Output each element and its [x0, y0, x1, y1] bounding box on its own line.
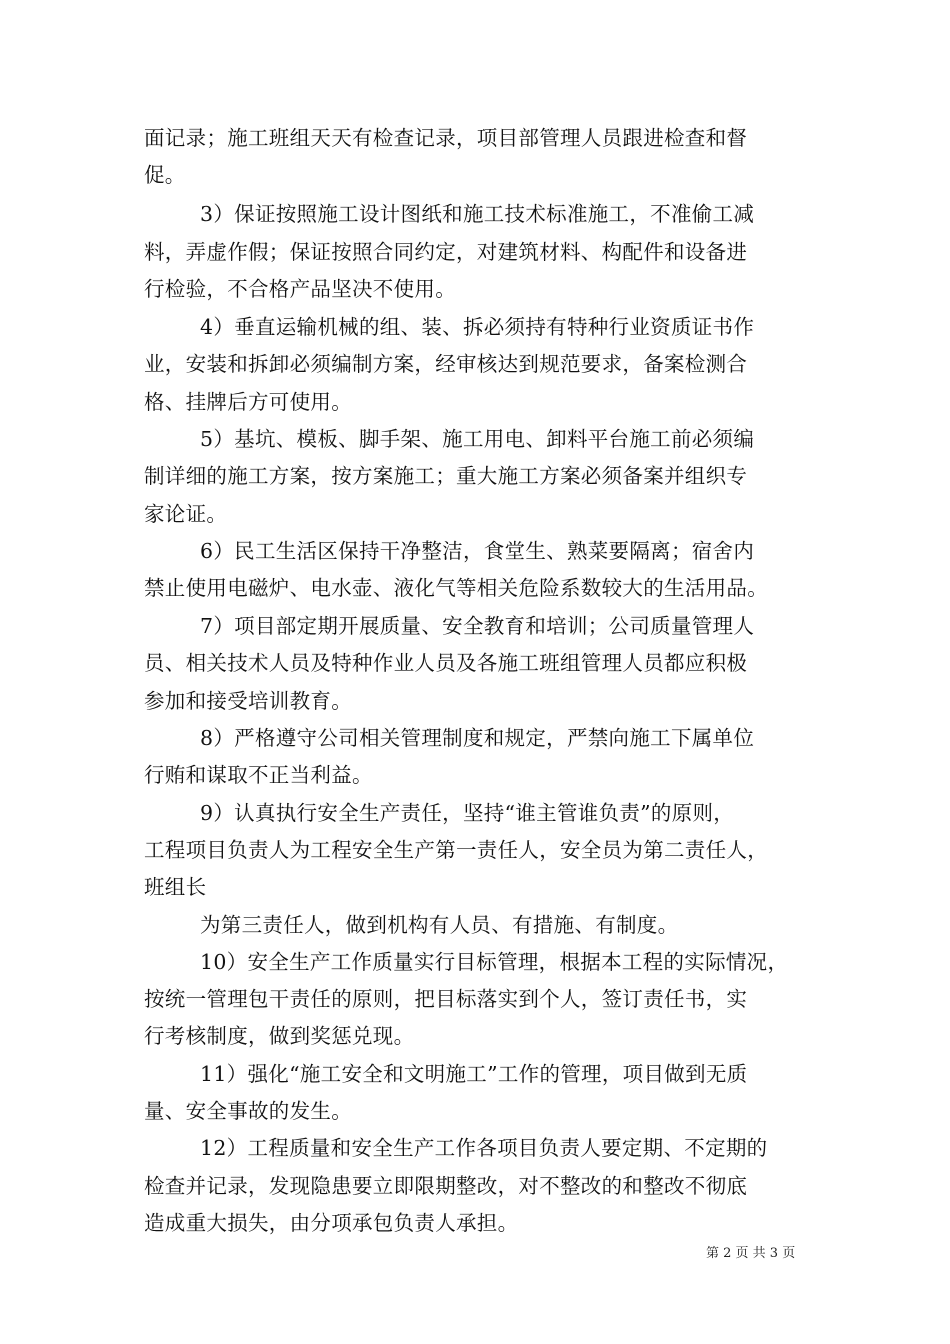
- text-line: 5）基坑、模板、脚手架、施工用电、卸料平台施工前必须编: [200, 427, 755, 451]
- text-line: 行考核制度，做到奖惩兑现。: [144, 1024, 415, 1048]
- text-line: 参加和接受培训教育。: [144, 689, 352, 713]
- text-line: 按统一管理包干责任的原则，把目标落实到个人，签订责任书，实: [144, 987, 748, 1011]
- text-line: 8）严格遵守公司相关管理制度和规定，严禁向施工下属单位: [200, 726, 755, 750]
- text-line: 班组长: [144, 875, 207, 899]
- text-line: 10）安全生产工作质量实行目标管理，根据本工程的实际情况，: [200, 950, 789, 974]
- text-line: 4）垂直运输机械的组、装、拆必须持有特种行业资质证书作: [200, 315, 755, 339]
- text-line: 工程项目负责人为工程安全生产第一责任人，安全员为第二责任人，: [144, 838, 768, 862]
- text-line: 料，弄虚作假；保证按照合同约定，对建筑材料、构配件和设备进: [144, 240, 748, 264]
- text-line: 格、挂牌后方可使用。: [144, 390, 352, 414]
- text-line: 9）认真执行安全生产责任，坚持“谁主管谁负责”的原则，: [200, 801, 735, 825]
- text-line: 造成重大损失，由分项承包负责人承担。: [144, 1211, 519, 1235]
- text-line: 员、相关技术人员及特种作业人员及各施工班组管理人员都应积极: [144, 651, 748, 675]
- text-line: 量、安全事故的发生。: [144, 1099, 352, 1123]
- text-line: 6）民工生活区保持干净整洁，食堂生、熟菜要隔离；宿舍内: [200, 539, 755, 563]
- text-line: 促。: [144, 163, 186, 187]
- text-line: 3）保证按照施工设计图纸和施工技术标准施工，不准偷工减: [200, 202, 755, 226]
- text-line: 行贿和谋取不正当利益。: [144, 763, 373, 787]
- page-number-footer: 第 2 页 共 3 页: [706, 1246, 796, 1261]
- text-line: 面记录；施工班组天天有检查记录，项目部管理人员跟进检查和督: [144, 126, 748, 150]
- text-line: 家论证。: [144, 502, 228, 526]
- text-line: 12）工程质量和安全生产工作各项目负责人要定期、不定期的: [200, 1136, 768, 1160]
- text-line: 行检验，不合格产品坚决不使用。: [144, 277, 456, 301]
- text-line: 为第三责任人，做到机构有人员、有措施、有制度。: [200, 913, 679, 937]
- text-line: 7）项目部定期开展质量、安全教育和培训；公司质量管理人: [200, 614, 755, 638]
- text-line: 制详细的施工方案，按方案施工；重大施工方案必须备案并组织专: [144, 464, 748, 488]
- text-line: 业，安装和拆卸必须编制方案，经审核达到规范要求，备案检测合: [144, 352, 748, 376]
- text-line: 禁止使用电磁炉、电水壶、液化气等相关危险系数较大的生活用品。: [144, 576, 768, 600]
- text-line: 11）强化“施工安全和文明施工”工作的管理，项目做到无质: [200, 1062, 748, 1086]
- text-line: 检查并记录，发现隐患要立即限期整改，对不整改的和整改不彻底: [144, 1174, 748, 1198]
